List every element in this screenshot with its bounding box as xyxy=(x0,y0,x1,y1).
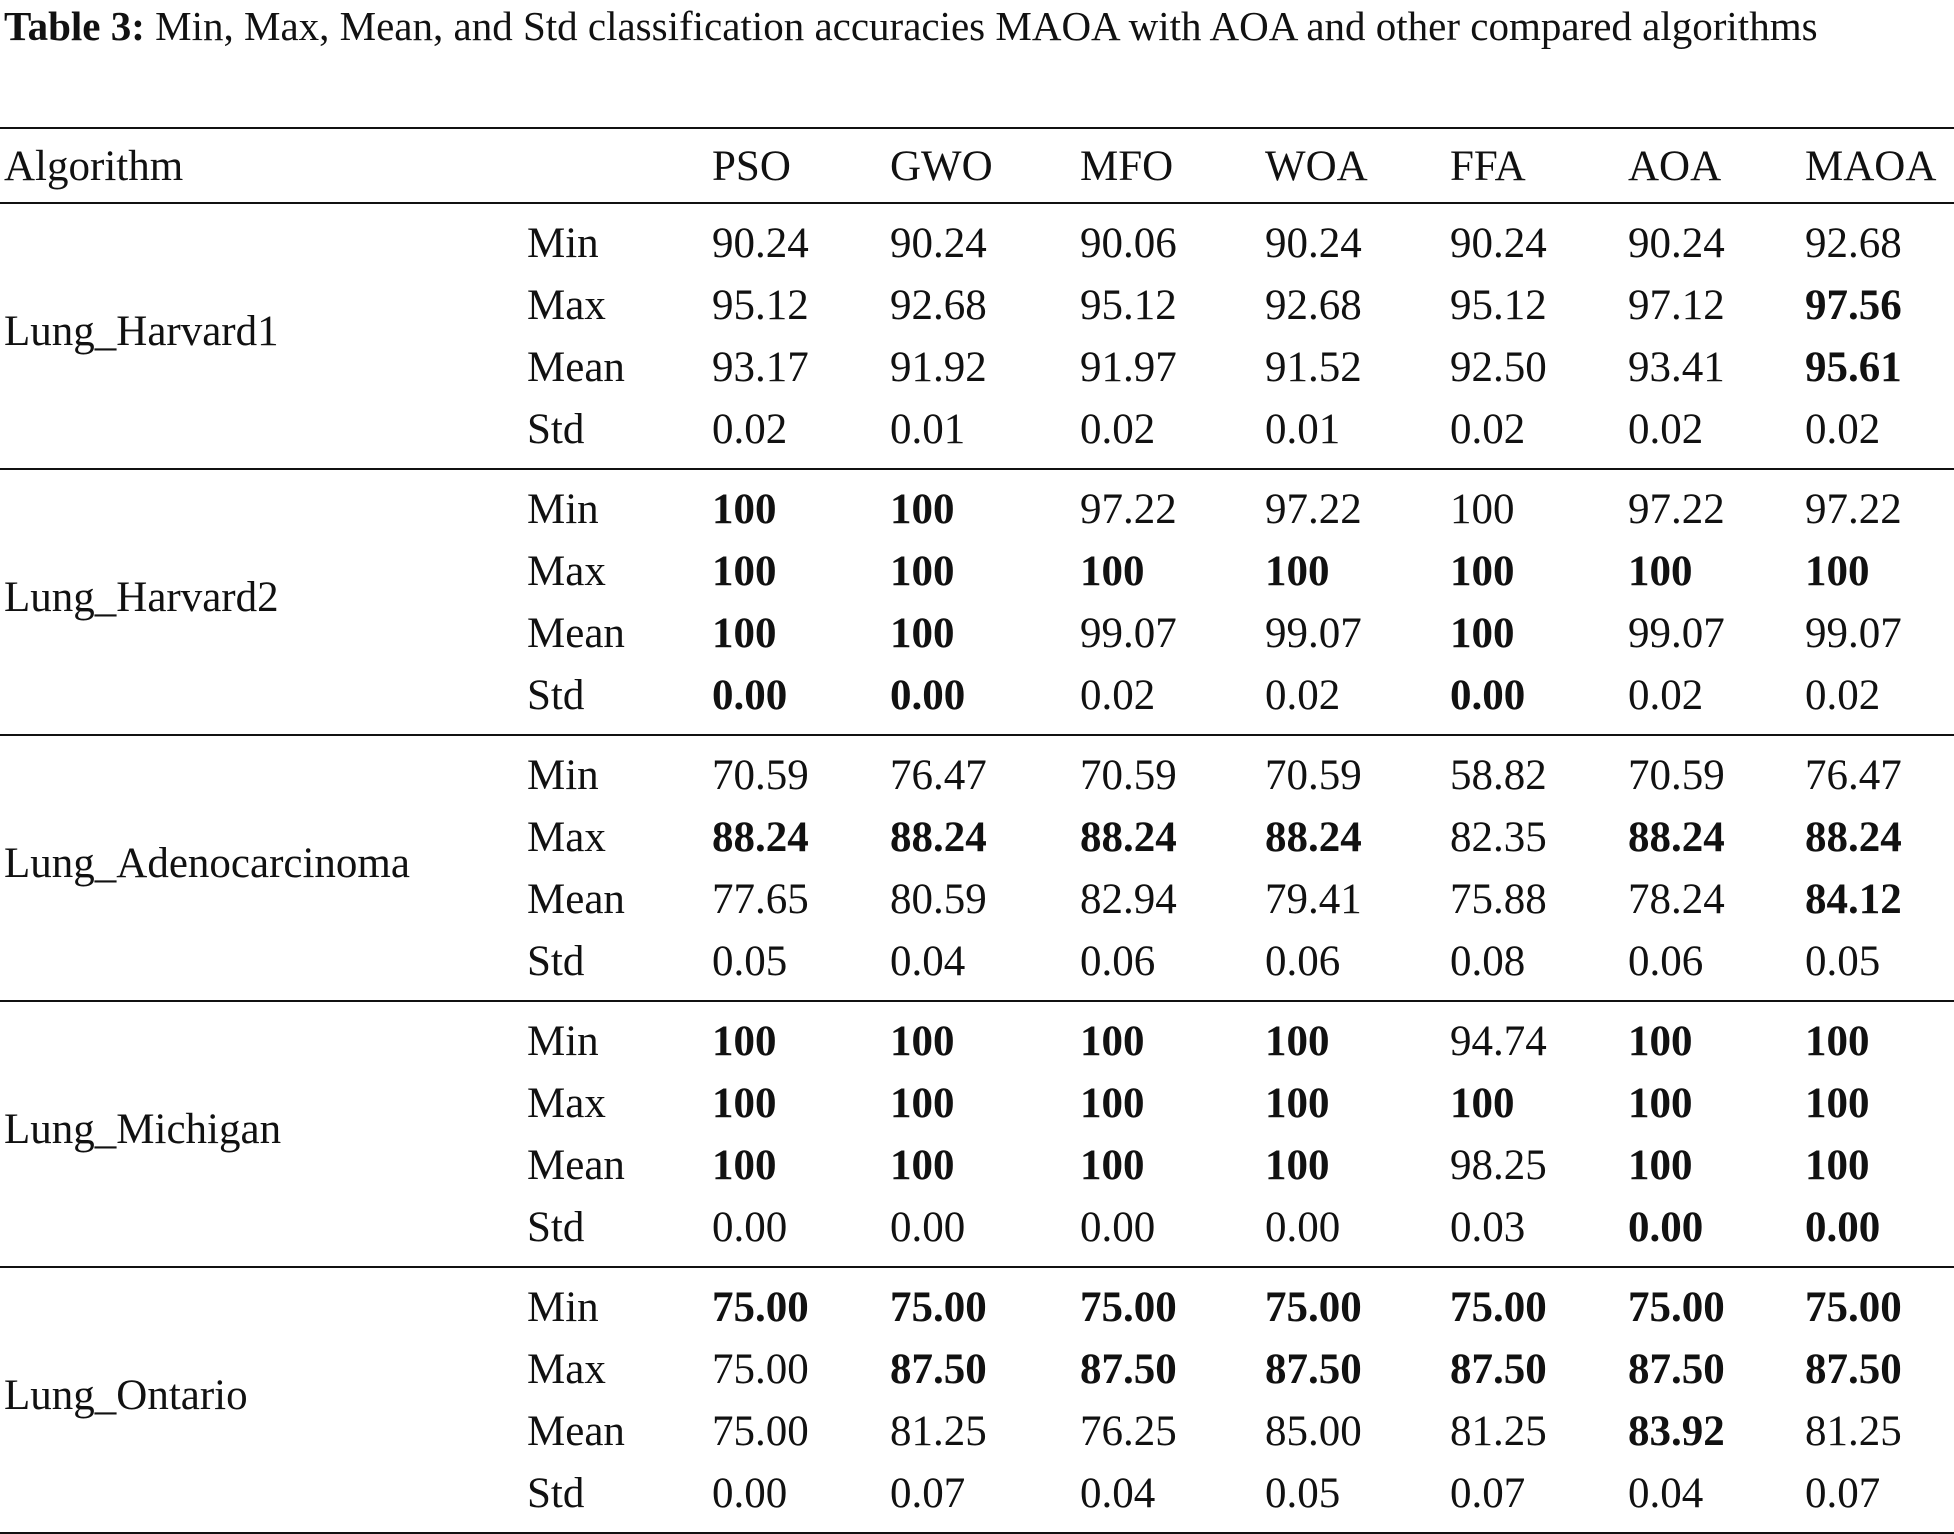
value-cell: 100 xyxy=(1265,548,1330,595)
metric-label: Max xyxy=(527,1080,606,1127)
value-cell: 0.02 xyxy=(1805,406,1881,453)
metric-label: Std xyxy=(527,406,585,453)
value-cell: 75.00 xyxy=(712,1284,809,1331)
value-cell: 100 xyxy=(712,1080,777,1127)
header-col-gwo: GWO xyxy=(890,143,993,190)
header-col-maoa: MAOA xyxy=(1805,143,1937,190)
value-cell: 0.00 xyxy=(712,672,788,719)
header-rule xyxy=(0,202,1954,204)
value-cell: 81.25 xyxy=(890,1408,987,1455)
value-cell: 88.24 xyxy=(890,814,987,861)
metric-label: Mean xyxy=(527,344,625,391)
metric-label: Std xyxy=(527,1470,585,1517)
value-cell: 100 xyxy=(1805,548,1870,595)
value-cell: 76.47 xyxy=(1805,752,1902,799)
value-cell: 0.07 xyxy=(1805,1470,1881,1517)
value-cell: 87.50 xyxy=(1628,1346,1725,1393)
value-cell: 0.04 xyxy=(890,938,966,985)
value-cell: 81.25 xyxy=(1805,1408,1902,1455)
value-cell: 97.22 xyxy=(1628,486,1725,533)
value-cell: 82.35 xyxy=(1450,814,1547,861)
value-cell: 95.12 xyxy=(712,282,809,329)
value-cell: 100 xyxy=(1080,1142,1145,1189)
value-cell: 90.24 xyxy=(712,220,809,267)
value-cell: 100 xyxy=(1628,1018,1693,1065)
value-cell: 0.05 xyxy=(1805,938,1881,985)
value-cell: 70.59 xyxy=(712,752,809,799)
value-cell: 100 xyxy=(890,610,955,657)
header-col-pso: PSO xyxy=(712,143,791,190)
value-cell: 83.92 xyxy=(1628,1408,1725,1455)
value-cell: 99.07 xyxy=(1265,610,1362,657)
value-cell: 84.12 xyxy=(1805,876,1902,923)
value-cell: 85.00 xyxy=(1265,1408,1362,1455)
value-cell: 90.24 xyxy=(890,220,987,267)
value-cell: 0.02 xyxy=(1080,672,1156,719)
value-cell: 0.00 xyxy=(1450,672,1526,719)
value-cell: 0.06 xyxy=(1265,938,1341,985)
value-cell: 0.00 xyxy=(1265,1204,1341,1251)
value-cell: 76.25 xyxy=(1080,1408,1177,1455)
value-cell: 100 xyxy=(1805,1018,1870,1065)
value-cell: 100 xyxy=(1805,1080,1870,1127)
dataset-name: Lung_Harvard2 xyxy=(4,574,279,621)
metric-label: Max xyxy=(527,282,606,329)
metric-label: Std xyxy=(527,672,585,719)
value-cell: 87.50 xyxy=(1805,1346,1902,1393)
value-cell: 0.07 xyxy=(1450,1470,1526,1517)
value-cell: 100 xyxy=(1450,486,1515,533)
value-cell: 95.12 xyxy=(1080,282,1177,329)
value-cell: 88.24 xyxy=(1628,814,1725,861)
value-cell: 0.02 xyxy=(1080,406,1156,453)
value-cell: 93.17 xyxy=(712,344,809,391)
value-cell: 100 xyxy=(1080,548,1145,595)
dataset-name: Lung_Michigan xyxy=(4,1106,282,1153)
dataset-name: Lung_Harvard1 xyxy=(4,308,279,355)
value-cell: 0.02 xyxy=(1450,406,1526,453)
value-cell: 100 xyxy=(890,486,955,533)
value-cell: 0.07 xyxy=(890,1470,966,1517)
value-cell: 0.04 xyxy=(1628,1470,1704,1517)
value-cell: 88.24 xyxy=(712,814,809,861)
value-cell: 100 xyxy=(890,1018,955,1065)
header-col-aoa: AOA xyxy=(1628,143,1722,190)
value-cell: 81.25 xyxy=(1450,1408,1547,1455)
value-cell: 98.25 xyxy=(1450,1142,1547,1189)
metric-label: Max xyxy=(527,548,606,595)
value-cell: 99.07 xyxy=(1628,610,1725,657)
value-cell: 97.22 xyxy=(1080,486,1177,533)
value-cell: 90.24 xyxy=(1265,220,1362,267)
value-cell: 100 xyxy=(1450,1080,1515,1127)
value-cell: 100 xyxy=(712,1142,777,1189)
metric-label: Mean xyxy=(527,876,625,923)
value-cell: 70.59 xyxy=(1265,752,1362,799)
group-rule xyxy=(0,734,1954,736)
value-cell: 97.56 xyxy=(1805,282,1902,329)
value-cell: 100 xyxy=(1450,610,1515,657)
value-cell: 100 xyxy=(1628,1142,1693,1189)
value-cell: 97.12 xyxy=(1628,282,1725,329)
metric-label: Std xyxy=(527,938,585,985)
metric-label: Mean xyxy=(527,610,625,657)
value-cell: 100 xyxy=(1080,1080,1145,1127)
value-cell: 92.68 xyxy=(890,282,987,329)
caption-text: Min, Max, Mean, and Std classification accuracies MAOA with AOA and other compared algorithms xyxy=(155,3,1818,49)
value-cell: 92.68 xyxy=(1805,220,1902,267)
header-algorithm: Algorithm xyxy=(4,143,184,190)
header-col-ffa: FFA xyxy=(1450,143,1526,190)
metric-label: Max xyxy=(527,1346,606,1393)
value-cell: 100 xyxy=(712,548,777,595)
metric-label: Std xyxy=(527,1204,585,1251)
value-cell: 100 xyxy=(1450,548,1515,595)
dataset-name: Lung_Adenocarcinoma xyxy=(4,840,410,887)
value-cell: 87.50 xyxy=(1265,1346,1362,1393)
value-cell: 0.01 xyxy=(890,406,966,453)
value-cell: 100 xyxy=(712,610,777,657)
value-cell: 0.05 xyxy=(1265,1470,1341,1517)
value-cell: 78.24 xyxy=(1628,876,1725,923)
value-cell: 91.97 xyxy=(1080,344,1177,391)
value-cell: 100 xyxy=(1805,1142,1870,1189)
metric-label: Max xyxy=(527,814,606,861)
value-cell: 100 xyxy=(890,1142,955,1189)
caption-label: Table 3: xyxy=(4,3,145,49)
value-cell: 0.01 xyxy=(1265,406,1341,453)
value-cell: 100 xyxy=(712,486,777,533)
metric-label: Min xyxy=(527,486,599,533)
value-cell: 95.61 xyxy=(1805,344,1902,391)
value-cell: 75.00 xyxy=(1805,1284,1902,1331)
value-cell: 90.24 xyxy=(1450,220,1547,267)
value-cell: 0.00 xyxy=(890,672,966,719)
value-cell: 97.22 xyxy=(1265,486,1362,533)
value-cell: 90.24 xyxy=(1628,220,1725,267)
value-cell: 0.04 xyxy=(1080,1470,1156,1517)
value-cell: 58.82 xyxy=(1450,752,1547,799)
value-cell: 75.00 xyxy=(1080,1284,1177,1331)
value-cell: 75.00 xyxy=(890,1284,987,1331)
value-cell: 0.00 xyxy=(712,1470,788,1517)
value-cell: 0.02 xyxy=(1265,672,1341,719)
value-cell: 92.68 xyxy=(1265,282,1362,329)
value-cell: 0.06 xyxy=(1080,938,1156,985)
value-cell: 100 xyxy=(890,1080,955,1127)
value-cell: 88.24 xyxy=(1805,814,1902,861)
value-cell: 0.02 xyxy=(1628,672,1704,719)
metric-label: Mean xyxy=(527,1408,625,1455)
value-cell: 93.41 xyxy=(1628,344,1725,391)
value-cell: 100 xyxy=(1628,1080,1693,1127)
value-cell: 94.74 xyxy=(1450,1018,1547,1065)
value-cell: 97.22 xyxy=(1805,486,1902,533)
value-cell: 100 xyxy=(1265,1018,1330,1065)
value-cell: 70.59 xyxy=(1628,752,1725,799)
value-cell: 91.52 xyxy=(1265,344,1362,391)
value-cell: 92.50 xyxy=(1450,344,1547,391)
value-cell: 0.00 xyxy=(712,1204,788,1251)
value-cell: 0.08 xyxy=(1450,938,1526,985)
value-cell: 75.00 xyxy=(1265,1284,1362,1331)
value-cell: 80.59 xyxy=(890,876,987,923)
value-cell: 0.03 xyxy=(1450,1204,1526,1251)
table-top-rule xyxy=(0,127,1954,129)
value-cell: 0.05 xyxy=(712,938,788,985)
value-cell: 0.00 xyxy=(890,1204,966,1251)
value-cell: 0.02 xyxy=(1805,672,1881,719)
value-cell: 100 xyxy=(1080,1018,1145,1065)
header-col-woa: WOA xyxy=(1265,143,1368,190)
value-cell: 75.88 xyxy=(1450,876,1547,923)
dataset-name: Lung_Ontario xyxy=(4,1372,248,1419)
value-cell: 0.00 xyxy=(1628,1204,1704,1251)
group-rule xyxy=(0,468,1954,470)
value-cell: 95.12 xyxy=(1450,282,1547,329)
value-cell: 82.94 xyxy=(1080,876,1177,923)
value-cell: 91.92 xyxy=(890,344,987,391)
metric-label: Min xyxy=(527,752,599,799)
value-cell: 76.47 xyxy=(890,752,987,799)
value-cell: 77.65 xyxy=(712,876,809,923)
value-cell: 0.02 xyxy=(712,406,788,453)
value-cell: 99.07 xyxy=(1805,610,1902,657)
value-cell: 70.59 xyxy=(1080,752,1177,799)
group-rule xyxy=(0,1266,1954,1268)
value-cell: 75.00 xyxy=(1450,1284,1547,1331)
value-cell: 0.00 xyxy=(1805,1204,1881,1251)
value-cell: 99.07 xyxy=(1080,610,1177,657)
value-cell: 75.00 xyxy=(712,1346,809,1393)
metric-label: Min xyxy=(527,220,599,267)
value-cell: 100 xyxy=(890,548,955,595)
metric-label: Min xyxy=(527,1018,599,1065)
value-cell: 88.24 xyxy=(1080,814,1177,861)
metric-label: Min xyxy=(527,1284,599,1331)
header-col-mfo: MFO xyxy=(1080,143,1174,190)
group-rule xyxy=(0,1000,1954,1002)
value-cell: 0.06 xyxy=(1628,938,1704,985)
value-cell: 0.00 xyxy=(1080,1204,1156,1251)
value-cell: 88.24 xyxy=(1265,814,1362,861)
value-cell: 87.50 xyxy=(1450,1346,1547,1393)
value-cell: 90.06 xyxy=(1080,220,1177,267)
value-cell: 0.02 xyxy=(1628,406,1704,453)
table-caption xyxy=(4,0,1950,53)
value-cell: 75.00 xyxy=(1628,1284,1725,1331)
metric-label: Mean xyxy=(527,1142,625,1189)
value-cell: 100 xyxy=(1265,1080,1330,1127)
value-cell: 87.50 xyxy=(890,1346,987,1393)
value-cell: 100 xyxy=(1265,1142,1330,1189)
value-cell: 87.50 xyxy=(1080,1346,1177,1393)
value-cell: 79.41 xyxy=(1265,876,1362,923)
value-cell: 75.00 xyxy=(712,1408,809,1455)
value-cell: 100 xyxy=(1628,548,1693,595)
value-cell: 100 xyxy=(712,1018,777,1065)
